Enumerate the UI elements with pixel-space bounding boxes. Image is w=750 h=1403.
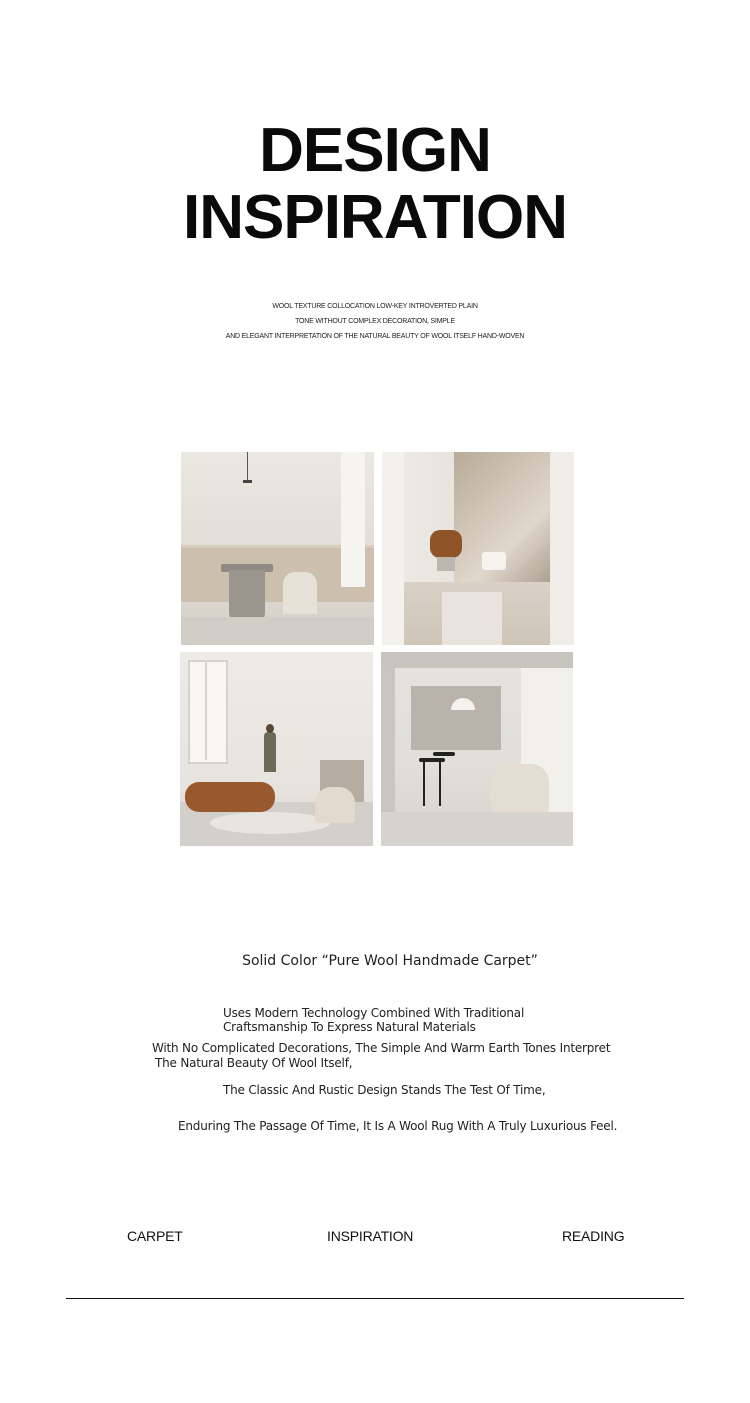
description-line-6: Enduring The Passage Of Time, It Is A Wool Rug With A Truly Luxurious Feel. [178, 1119, 618, 1133]
subtitle: Solid Color “Pure Wool Handmade Carpet” [242, 953, 538, 969]
description-line-3: With No Complicated Decorations, The Simple And Warm Earth Tones Interpret [152, 1041, 611, 1055]
description-line-4: The Natural Beauty Of Wool Itself, [155, 1056, 353, 1070]
description-line-5: The Classic And Rustic Design Stands The Test Of Time, [223, 1083, 546, 1097]
intro-line-1: WOOL TEXTURE COLLOCATION LOW-KEY INTROVERTED PLAIN [272, 303, 478, 310]
photo-loft-cream-sofa [381, 652, 573, 846]
intro-line-2: TONE WITHOUT COMPLEX DECORATION, SIMPLE [295, 318, 455, 325]
photo-kitchen-table [181, 452, 374, 645]
title-line-1: DESIGN [259, 116, 491, 185]
title-line-2: INSPIRATION [183, 183, 567, 252]
footer-label-carpet: CARPET [127, 1228, 183, 1244]
description-line-1: Uses Modern Technology Combined With Traditional [223, 1006, 525, 1020]
intro-line-3: AND ELEGANT INTERPRETATION OF THE NATURAL BEAUTY OF WOOL ITSELF HAND-WOVEN [225, 333, 525, 340]
footer-label-reading: READING [562, 1228, 625, 1244]
photo-room-sofa [180, 652, 373, 846]
photo-hallway-armchair [382, 452, 574, 645]
footer-divider [66, 1298, 684, 1299]
footer-label-inspiration: INSPIRATION [327, 1228, 414, 1244]
description-line-2: Craftsmanship To Express Natural Materials [223, 1020, 476, 1034]
